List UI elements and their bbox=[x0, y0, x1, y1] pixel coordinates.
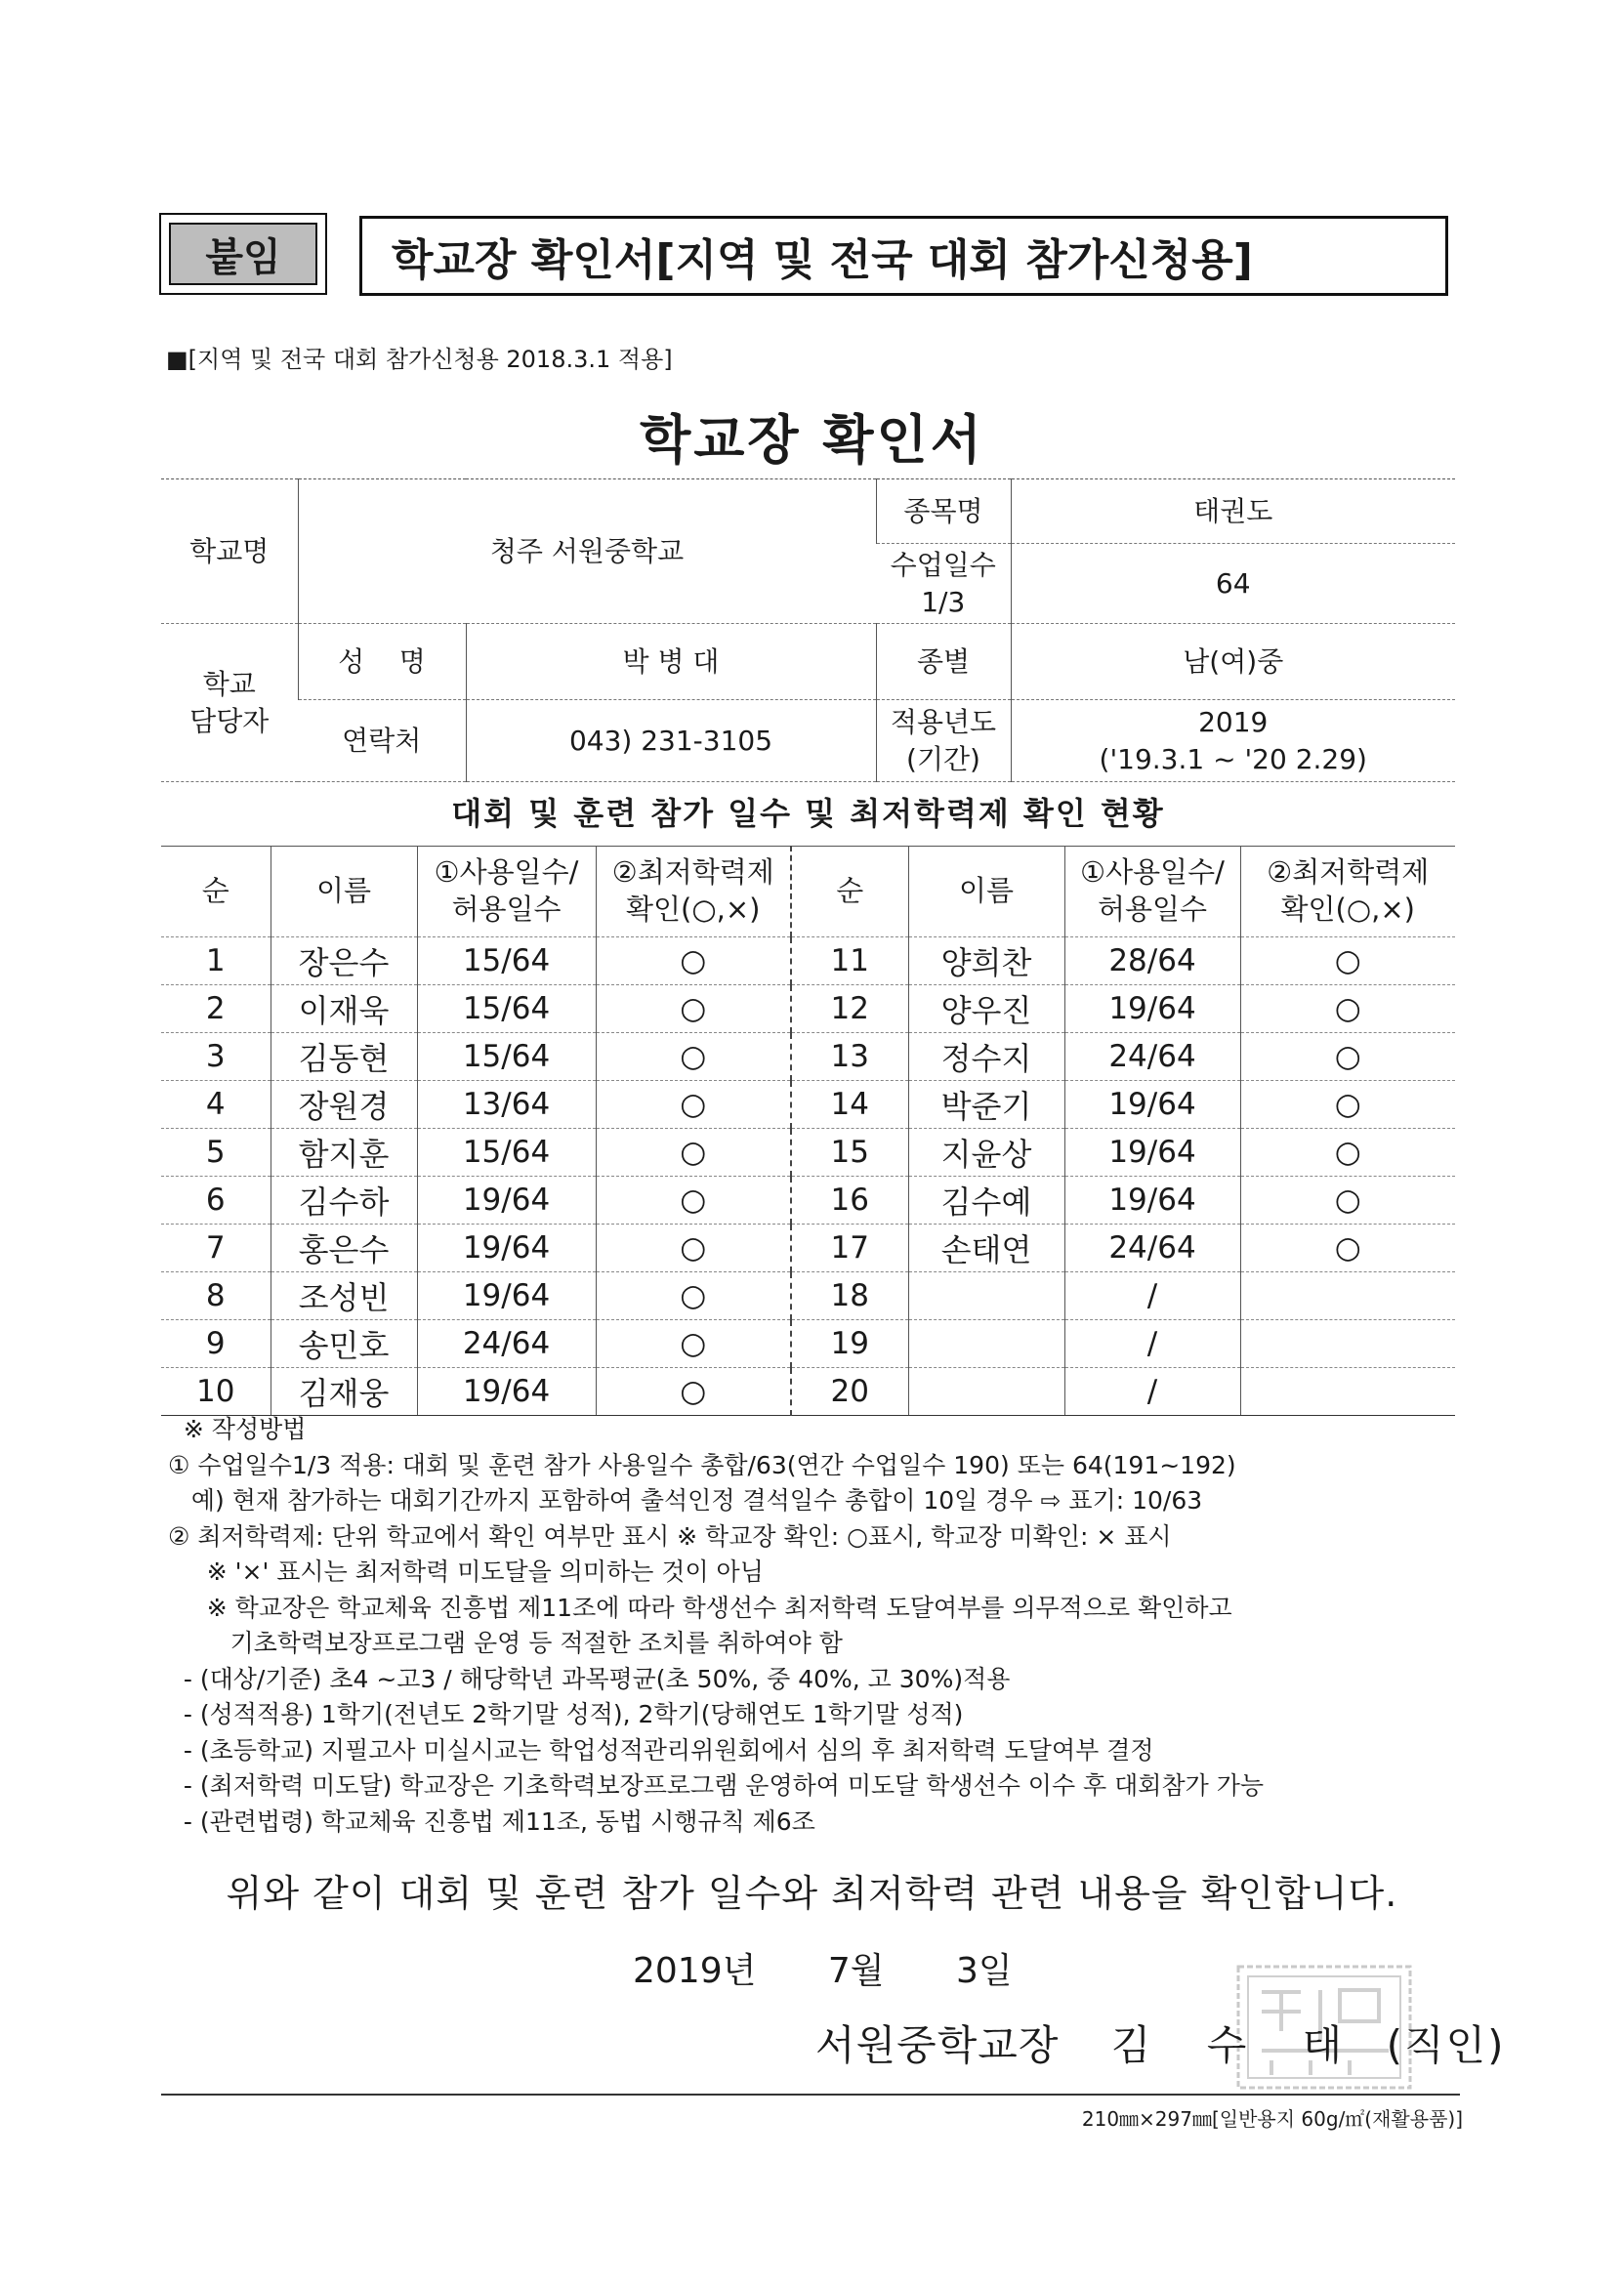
row-no: 14 bbox=[791, 1081, 908, 1129]
instruction-line: - (성적적용) 1학기(전년도 2학기말 성적), 2학기(당해연도 1학기말 성적) bbox=[168, 1700, 964, 1728]
year-value-line1: 2019 bbox=[1198, 705, 1269, 738]
section-title: 대회 및 훈련 참가 일수 및 최저학력제 확인 현황 bbox=[451, 795, 1165, 832]
student-name: 김재웅 bbox=[271, 1368, 417, 1416]
roster-table bbox=[161, 846, 1455, 1416]
min-academic-check: ○ bbox=[596, 1368, 791, 1416]
table-row bbox=[161, 1177, 1455, 1225]
attachment-badge bbox=[159, 213, 327, 295]
header-days-left-line1: ①사용일수/ bbox=[434, 855, 579, 890]
year-label-line2: (기간) bbox=[906, 742, 980, 775]
footer-divider bbox=[161, 2094, 1460, 2096]
signer-title: 서원중학교장 bbox=[815, 2021, 1060, 2069]
applicability-note: ■[지역 및 전국 대회 참가신청용 2018.3.1 적용] bbox=[166, 346, 673, 373]
school-info-table bbox=[161, 478, 1455, 782]
signer-name: 김 수 태 bbox=[1110, 2021, 1364, 2069]
sport-value: 태권도 bbox=[1011, 479, 1455, 544]
header-days-left-line2: 허용일수 bbox=[451, 893, 562, 926]
days-used: 15/64 bbox=[417, 1033, 596, 1081]
table-row bbox=[161, 1272, 1455, 1320]
table-row bbox=[161, 1225, 1455, 1272]
days-used: 19/64 bbox=[1064, 1081, 1240, 1129]
row-no: 15 bbox=[791, 1129, 908, 1177]
student-name: 홍은수 bbox=[271, 1225, 417, 1272]
row-no: 3 bbox=[161, 1033, 271, 1081]
student-name bbox=[908, 1320, 1064, 1368]
row-no: 5 bbox=[161, 1129, 271, 1177]
row-no: 13 bbox=[791, 1033, 908, 1081]
min-academic-check: ○ bbox=[596, 937, 791, 985]
seal-mark: (직인) bbox=[1386, 2021, 1506, 2069]
contact-label: 연락처 bbox=[298, 700, 466, 782]
header-no-left: 순 bbox=[161, 847, 271, 937]
days-used: 24/64 bbox=[417, 1320, 596, 1368]
row-no: 4 bbox=[161, 1081, 271, 1129]
min-academic-check: ○ bbox=[1240, 1177, 1455, 1225]
header-name-left: 이름 bbox=[271, 847, 417, 937]
attachment-badge-label: 붙임 bbox=[169, 223, 317, 285]
row-no: 16 bbox=[791, 1177, 908, 1225]
min-academic-check: ○ bbox=[1240, 937, 1455, 985]
year-value-line2: ('19.3.1 ~ '20 2.29) bbox=[1099, 742, 1367, 775]
student-name bbox=[908, 1368, 1064, 1416]
gender-value: 남(여)중 bbox=[1011, 624, 1455, 700]
row-no: 7 bbox=[161, 1225, 271, 1272]
student-name: 함지훈 bbox=[271, 1129, 417, 1177]
staff-name-label: 성 명 bbox=[298, 624, 466, 700]
header-name-right: 이름 bbox=[908, 847, 1064, 937]
min-academic-check bbox=[1240, 1320, 1455, 1368]
min-academic-check bbox=[1240, 1368, 1455, 1416]
document-header bbox=[159, 213, 1453, 299]
date-year: 2019년 bbox=[633, 1951, 757, 1991]
min-academic-check: ○ bbox=[1240, 1033, 1455, 1081]
student-name: 김동현 bbox=[271, 1033, 417, 1081]
min-academic-check: ○ bbox=[596, 1320, 791, 1368]
table-row bbox=[161, 985, 1455, 1033]
instruction-line: - (초등학교) 지필고사 미실시교는 학업성적관리위원회에서 심의 후 최저학력 도달여부 결정 bbox=[168, 1735, 1154, 1765]
instruction-line: ※ 작성방법 bbox=[168, 1415, 307, 1443]
student-name: 이재욱 bbox=[271, 985, 417, 1033]
days-used: / bbox=[1064, 1368, 1240, 1416]
paper-spec: 210㎜×297㎜[일반용지 60g/㎡(재활용품)] bbox=[1081, 2107, 1463, 2131]
header-days-right bbox=[1064, 847, 1240, 937]
student-name: 손태연 bbox=[908, 1225, 1064, 1272]
student-name: 장은수 bbox=[271, 937, 417, 985]
header-no-right: 순 bbox=[791, 847, 908, 937]
student-name: 정수지 bbox=[908, 1033, 1064, 1081]
year-label-line1: 적용년도 bbox=[890, 705, 997, 738]
header-check-left-line1: ②최저학력제 bbox=[611, 855, 774, 890]
days-used: 24/64 bbox=[1064, 1033, 1240, 1081]
min-academic-check: ○ bbox=[596, 1033, 791, 1081]
instruction-line: 기초학력보장프로그램 운영 등 적절한 조치를 취하여야 함 bbox=[168, 1629, 843, 1657]
table-row bbox=[161, 937, 1455, 985]
student-name: 송민호 bbox=[271, 1320, 417, 1368]
days-used: 19/64 bbox=[417, 1177, 596, 1225]
row-no: 18 bbox=[791, 1272, 908, 1320]
header-days-right-line1: ①사용일수/ bbox=[1080, 855, 1225, 890]
days-used: 19/64 bbox=[1064, 1177, 1240, 1225]
days-used: 13/64 bbox=[417, 1081, 596, 1129]
contact-value: 043) 231-3105 bbox=[466, 700, 876, 782]
instruction-line: ① 수업일수1/3 적용: 대회 및 훈련 참가 사용일수 총합/63(연간 수업일수 190) 또는 64(191~192) bbox=[168, 1450, 1236, 1479]
min-academic-check: ○ bbox=[596, 1129, 791, 1177]
instruction-line: 예) 현재 참가하는 대회기간까지 포함하여 출석인정 결석일수 총합이 10일 경우 ⇨ 표기: 10/63 bbox=[168, 1486, 1203, 1515]
student-name: 김수예 bbox=[908, 1177, 1064, 1225]
document-title: 학교장 확인서 bbox=[640, 409, 984, 471]
min-academic-check: ○ bbox=[1240, 985, 1455, 1033]
min-academic-check: ○ bbox=[1240, 1081, 1455, 1129]
header-days-right-line2: 허용일수 bbox=[1097, 893, 1208, 926]
instruction-line: ② 최저학력제: 단위 학교에서 확인 여부만 표시 ※ 학교장 확인: ○표시, 학교장 미확인: × 표시 bbox=[168, 1521, 1172, 1551]
student-name: 박준기 bbox=[908, 1081, 1064, 1129]
student-name: 양희찬 bbox=[908, 937, 1064, 985]
instruction-line: - (최저학력 미도달) 학교장은 기초학력보장프로그램 운영하여 미도달 학생선수 이수 후 대회참가 가능 bbox=[168, 1771, 1264, 1800]
days-used: 15/64 bbox=[417, 1129, 596, 1177]
days-used: 15/64 bbox=[417, 937, 596, 985]
class-days-label bbox=[876, 544, 1011, 624]
min-academic-check: ○ bbox=[596, 985, 791, 1033]
days-used: / bbox=[1064, 1272, 1240, 1320]
writing-instructions bbox=[168, 1412, 1467, 1840]
days-used: 15/64 bbox=[417, 985, 596, 1033]
staff-label-line1: 학교 bbox=[202, 667, 256, 700]
principal-signature bbox=[815, 2014, 1506, 2072]
date-month: 7월 bbox=[827, 1951, 885, 1991]
header-check-right bbox=[1240, 847, 1455, 937]
min-academic-check: ○ bbox=[1240, 1129, 1455, 1177]
days-used: 19/64 bbox=[1064, 985, 1240, 1033]
days-used: 19/64 bbox=[417, 1225, 596, 1272]
gender-label: 종별 bbox=[876, 624, 1011, 700]
row-no: 2 bbox=[161, 985, 271, 1033]
min-academic-check: ○ bbox=[596, 1225, 791, 1272]
min-academic-check: ○ bbox=[1240, 1225, 1455, 1272]
table-row bbox=[161, 1033, 1455, 1081]
row-no: 8 bbox=[161, 1272, 271, 1320]
student-name: 양우진 bbox=[908, 985, 1064, 1033]
days-used: / bbox=[1064, 1320, 1240, 1368]
instruction-line: ※ '×' 표시는 최저학력 미도달을 의미하는 것이 아님 bbox=[168, 1557, 764, 1586]
confirmation-statement: 위와 같이 대회 및 훈련 참가 일수와 최저학력 관련 내용을 확인합니다. bbox=[226, 1872, 1398, 1915]
header-days-left bbox=[417, 847, 596, 937]
days-used: 19/64 bbox=[417, 1272, 596, 1320]
class-days-label-line1: 수업일수 bbox=[890, 548, 996, 581]
issue-date bbox=[633, 1943, 1060, 1993]
row-no: 17 bbox=[791, 1225, 908, 1272]
student-name: 지윤상 bbox=[908, 1129, 1064, 1177]
table-row bbox=[161, 1129, 1455, 1177]
staff-name-value: 박 병 대 bbox=[466, 624, 876, 700]
instruction-line: ※ 학교장은 학교체육 진흥법 제11조에 따라 학생선수 최저학력 도달여부를 의무적으로 확인하고 bbox=[168, 1593, 1232, 1622]
table-row bbox=[161, 1320, 1455, 1368]
row-no: 12 bbox=[791, 985, 908, 1033]
year-value bbox=[1011, 700, 1455, 782]
row-no: 10 bbox=[161, 1368, 271, 1416]
sport-label: 종목명 bbox=[876, 479, 1011, 544]
row-no: 20 bbox=[791, 1368, 908, 1416]
days-used: 28/64 bbox=[1064, 937, 1240, 985]
min-academic-check: ○ bbox=[596, 1177, 791, 1225]
days-used: 19/64 bbox=[417, 1368, 596, 1416]
class-days-label-line2: 1/3 bbox=[921, 585, 966, 618]
header-check-right-line1: ②최저학력제 bbox=[1267, 855, 1430, 890]
header-title: 학교장 확인서[지역 및 전국 대회 참가신청용] bbox=[359, 216, 1448, 296]
staff-label bbox=[161, 624, 298, 782]
header-check-left-line2: 확인(○,×) bbox=[626, 893, 761, 926]
class-days-value: 64 bbox=[1011, 544, 1455, 624]
row-no: 19 bbox=[791, 1320, 908, 1368]
year-label bbox=[876, 700, 1011, 782]
school-name-label: 학교명 bbox=[161, 479, 298, 624]
min-academic-check: ○ bbox=[596, 1081, 791, 1129]
header-check-left bbox=[596, 847, 791, 937]
header-check-right-line2: 확인(○,×) bbox=[1280, 893, 1415, 926]
school-name-value: 청주 서원중학교 bbox=[298, 479, 876, 624]
instruction-line: - (관련법령) 학교체육 진흥법 제11조, 동법 시행규칙 제6조 bbox=[168, 1806, 815, 1836]
roster-header-row bbox=[161, 847, 1455, 937]
min-academic-check bbox=[1240, 1272, 1455, 1320]
student-name: 조성빈 bbox=[271, 1272, 417, 1320]
row-no: 1 bbox=[161, 937, 271, 985]
days-used: 24/64 bbox=[1064, 1225, 1240, 1272]
table-row bbox=[161, 1368, 1455, 1416]
student-name bbox=[908, 1272, 1064, 1320]
student-name: 김수하 bbox=[271, 1177, 417, 1225]
row-no: 11 bbox=[791, 937, 908, 985]
date-day: 3일 bbox=[956, 1951, 1013, 1991]
instruction-line: - (대상/기준) 초4 ~고3 / 해당학년 과목평균(초 50%, 중 40%, 고 30%)적용 bbox=[168, 1664, 1011, 1693]
row-no: 6 bbox=[161, 1177, 271, 1225]
staff-label-line2: 담당자 bbox=[189, 704, 270, 737]
row-no: 9 bbox=[161, 1320, 271, 1368]
table-row bbox=[161, 1081, 1455, 1129]
days-used: 19/64 bbox=[1064, 1129, 1240, 1177]
student-name: 장원경 bbox=[271, 1081, 417, 1129]
min-academic-check: ○ bbox=[596, 1272, 791, 1320]
